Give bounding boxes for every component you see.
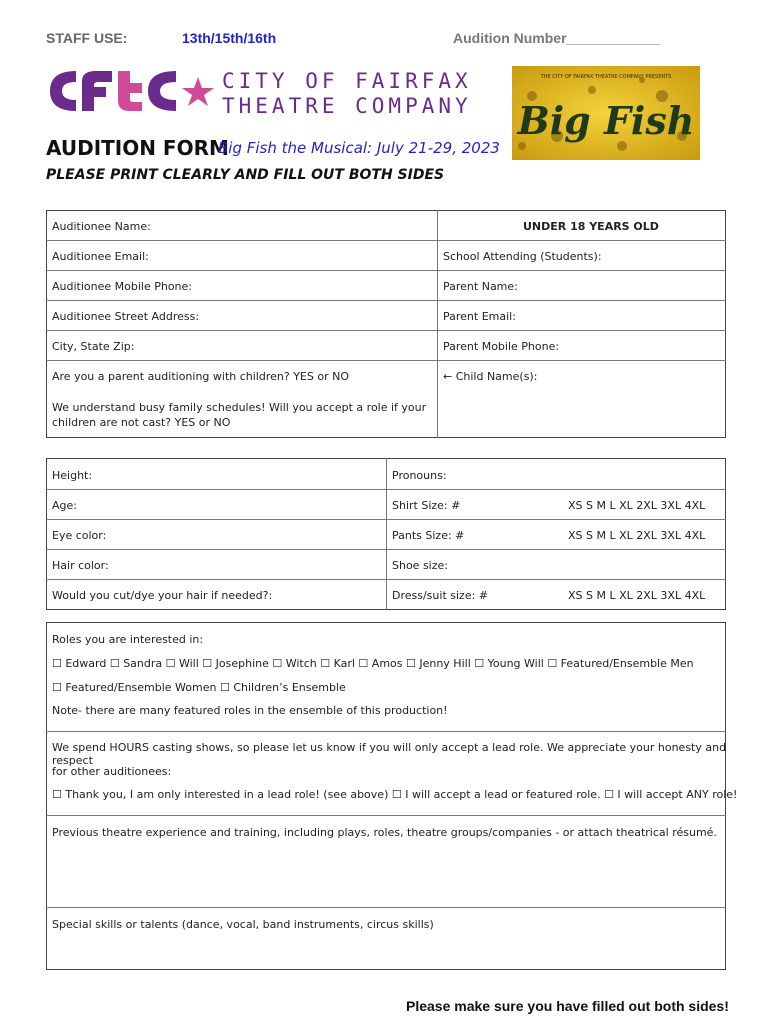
- show-title: Big Fish the Musical: July 21-29, 2023: [218, 139, 500, 157]
- staff-use-label: STAFF USE:: [46, 30, 128, 46]
- print-instruction: PLEASE PRINT CLEARLY AND FILL OUT BOTH SIDES: [46, 167, 445, 183]
- row-divider: [46, 549, 726, 550]
- logo-line-theatre: THEATRE COMPANY: [222, 94, 472, 118]
- experience-field[interactable]: Previous theatre experience and training, including plays, roles, theatre groups/companies - or attach theatrical résumé.: [52, 826, 717, 839]
- auditionee-name-field[interactable]: Auditionee Name:: [52, 220, 151, 233]
- big-fish-poster: [512, 66, 700, 160]
- accept-role-question-line1[interactable]: We understand busy family schedules! Will you accept a role if your: [52, 401, 427, 414]
- height-field[interactable]: Height:: [52, 469, 93, 482]
- parent-auditioning-question[interactable]: Are you a parent auditioning with children? YES or NO: [52, 370, 349, 383]
- casting-text-line2: for other auditionees:: [52, 765, 172, 778]
- casting-preference-checkboxes[interactable]: ☐ Thank you, I am only interested in a lead role! (see above) ☐ I will accept a lead or featured role. ☐ I will accept ANY role!: [52, 788, 738, 801]
- city-state-zip-field[interactable]: City, State Zip:: [52, 340, 135, 353]
- shoe-size-field[interactable]: Shoe size:: [392, 559, 448, 572]
- cut-dye-hair-field[interactable]: Would you cut/dye your hair if needed?:: [52, 589, 273, 602]
- pants-size-field[interactable]: Pants Size: #: [392, 529, 465, 542]
- under-18-heading: UNDER 18 YEARS OLD: [523, 220, 659, 233]
- pants-size-options[interactable]: XS S M L XL 2XL 3XL 4XL: [568, 529, 706, 542]
- row-divider: [46, 300, 726, 301]
- roles-heading: Roles you are interested in:: [52, 633, 204, 646]
- contact-table-divider: [437, 210, 438, 438]
- details-table-divider: [386, 458, 387, 610]
- cftc-logo-mark: [50, 71, 214, 111]
- parent-email-field[interactable]: Parent Email:: [443, 310, 516, 323]
- row-divider: [46, 360, 726, 361]
- role-checkboxes-line1[interactable]: ☐ Edward ☐ Sandra ☐ Will ☐ Josephine ☐ Witch ☐ Karl ☐ Amos ☐ Jenny Hill ☐ Young Will ☐ Featured/Ensemble Men: [52, 657, 694, 670]
- auditionee-email-field[interactable]: Auditionee Email:: [52, 250, 149, 263]
- dress-suit-size-field[interactable]: Dress/suit size: #: [392, 589, 489, 602]
- poster-presents: THE CITY OF FAIRFAX THEATRE COMPANY PRESENTS: [540, 74, 672, 80]
- row-divider: [46, 240, 726, 241]
- row-divider: [46, 579, 726, 580]
- auditionee-address-field[interactable]: Auditionee Street Address:: [52, 310, 200, 323]
- dress-size-options[interactable]: XS S M L XL 2XL 3XL 4XL: [568, 589, 706, 602]
- age-field[interactable]: Age:: [52, 499, 77, 512]
- cftc-logo: [46, 63, 472, 118]
- parent-phone-field[interactable]: Parent Mobile Phone:: [443, 340, 560, 353]
- shirt-size-options[interactable]: XS S M L XL 2XL 3XL 4XL: [568, 499, 706, 512]
- special-skills-field[interactable]: Special skills or talents (dance, vocal, band instruments, circus skills): [52, 918, 434, 931]
- hair-color-field[interactable]: Hair color:: [52, 559, 109, 572]
- both-sides-reminder: Please make sure you have filled out both sides!: [406, 998, 729, 1014]
- audition-dates: 13th/15th/16th: [182, 30, 277, 46]
- logo-line-city: CITY OF FAIRFAX: [222, 69, 472, 93]
- role-checkboxes-line2[interactable]: ☐ Featured/Ensemble Women ☐ Children’s Ensemble: [52, 681, 346, 694]
- pronouns-field[interactable]: Pronouns:: [392, 469, 447, 482]
- section-divider: [46, 731, 726, 732]
- row-divider: [46, 519, 726, 520]
- eye-color-field[interactable]: Eye color:: [52, 529, 107, 542]
- auditionee-phone-field[interactable]: Auditionee Mobile Phone:: [52, 280, 192, 293]
- child-names-field[interactable]: ← Child Name(s):: [443, 370, 538, 383]
- accept-role-question-line2[interactable]: children are not cast? YES or NO: [52, 416, 231, 429]
- section-divider: [46, 907, 726, 908]
- casting-text-line1: We spend HOURS casting shows, so please let us know if you will only accept a lead role. We appreciate your honesty and respect: [52, 741, 727, 767]
- shirt-size-field[interactable]: Shirt Size: #: [392, 499, 461, 512]
- poster-title: Big Fish: [517, 98, 695, 143]
- school-attending-field[interactable]: School Attending (Students):: [443, 250, 602, 263]
- row-divider: [46, 489, 726, 490]
- section-divider: [46, 815, 726, 816]
- audition-number-field[interactable]: Audition Number____________: [453, 30, 660, 46]
- roles-note: Note- there are many featured roles in the ensemble of this production!: [52, 704, 448, 717]
- parent-name-field[interactable]: Parent Name:: [443, 280, 518, 293]
- row-divider: [46, 330, 726, 331]
- form-title: AUDITION FORM: [46, 136, 229, 160]
- row-divider: [46, 270, 726, 271]
